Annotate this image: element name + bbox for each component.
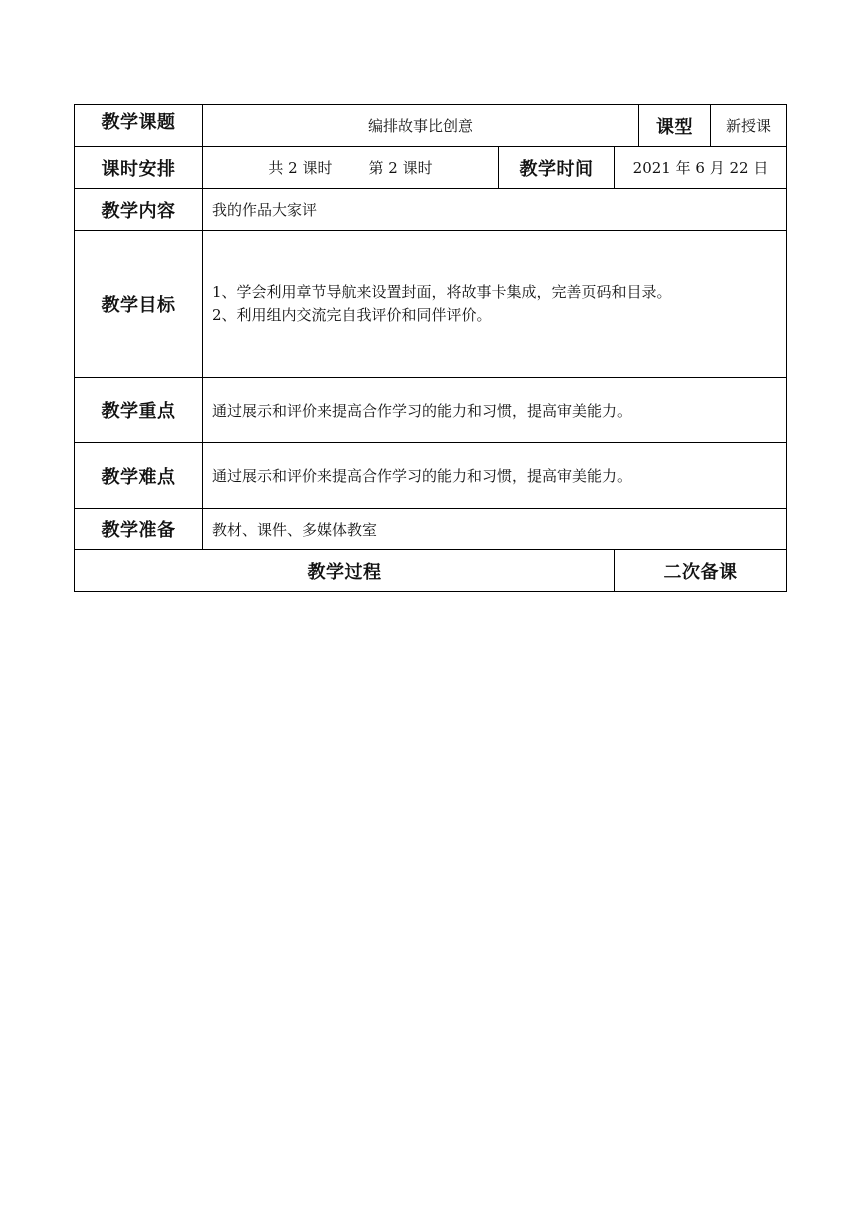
key-points-label: 教学重点	[75, 378, 203, 443]
content-label: 教学内容	[75, 189, 203, 231]
preparation-label: 教学准备	[75, 509, 203, 550]
objectives-value	[203, 231, 787, 378]
lesson-plan-table	[74, 104, 787, 592]
schedule-current: 第 2 课时	[368, 159, 433, 177]
schedule-label: 课时安排	[75, 147, 203, 189]
preparation-value: 教材、课件、多媒体教室	[203, 509, 787, 550]
row-topic	[75, 105, 787, 147]
time-label: 教学时间	[499, 147, 615, 189]
topic-value: 编排故事比创意	[203, 105, 639, 147]
objectives-list	[212, 281, 786, 327]
row-preparation	[75, 509, 787, 550]
process-label: 教学过程	[75, 550, 615, 592]
time-value: 2021 年 6 月 22 日	[615, 147, 787, 189]
type-label: 课型	[639, 105, 711, 147]
topic-label: 教学课题	[75, 105, 203, 147]
type-value: 新授课	[711, 105, 787, 147]
schedule-total: 共 2 课时	[268, 159, 333, 177]
row-process-header	[75, 550, 787, 592]
secondary-prep-label: 二次备课	[615, 550, 787, 592]
row-content	[75, 189, 787, 231]
objective-item: 1、学会利用章节导航来设置封面，将故事卡集成，完善页码和目录。	[212, 283, 672, 301]
row-difficulties	[75, 443, 787, 509]
row-schedule	[75, 147, 787, 189]
difficulties-label: 教学难点	[75, 443, 203, 509]
objective-item: 2、利用组内交流完自我评价和同伴评价。	[212, 306, 492, 324]
objectives-label: 教学目标	[75, 231, 203, 378]
row-key-points	[75, 378, 787, 443]
difficulties-value: 通过展示和评价来提高合作学习的能力和习惯，提高审美能力。	[203, 443, 787, 509]
row-objectives	[75, 231, 787, 378]
content-value: 我的作品大家评	[203, 189, 787, 231]
schedule-value	[203, 147, 499, 189]
key-points-value: 通过展示和评价来提高合作学习的能力和习惯，提高审美能力。	[203, 378, 787, 443]
